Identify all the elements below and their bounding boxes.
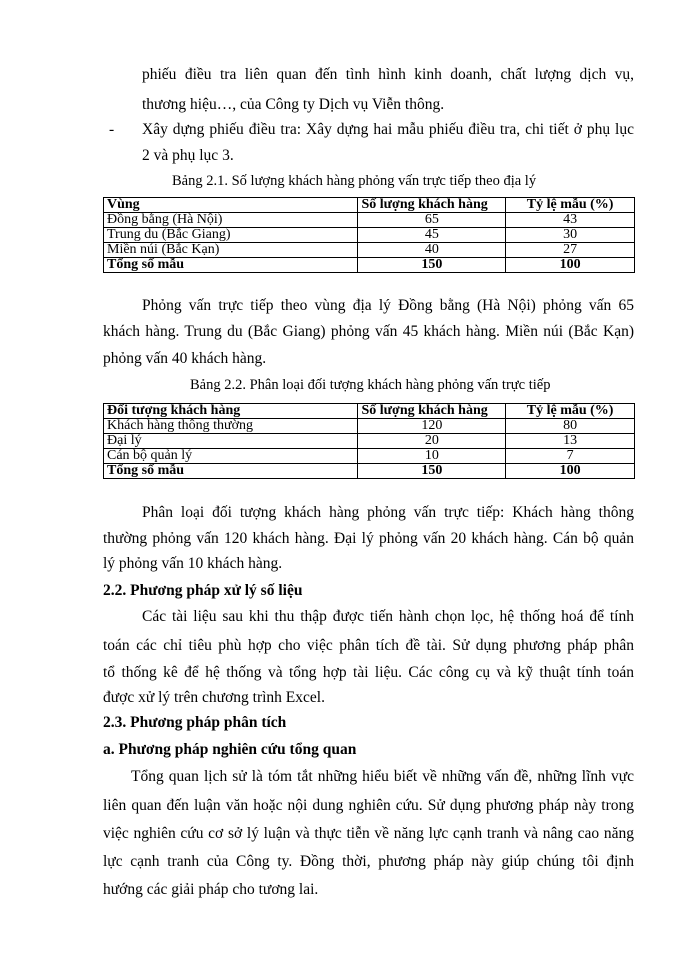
table2-header-cell: Đối tượng khách hàng bbox=[104, 404, 358, 419]
table2-header-row bbox=[104, 404, 635, 419]
section-2-3-heading: 2.3. Phương pháp phân tích bbox=[103, 714, 287, 731]
table-cell: 27 bbox=[506, 243, 635, 258]
table-cell: 150 bbox=[358, 464, 506, 479]
table1 bbox=[103, 197, 635, 273]
table1-header-cell: Vùng bbox=[104, 198, 358, 213]
table-cell: 20 bbox=[358, 434, 506, 449]
table-cell: Đồng bằng (Hà Nội) bbox=[104, 213, 358, 228]
table-cell: 100 bbox=[506, 464, 635, 479]
table-cell: 30 bbox=[506, 228, 635, 243]
bullet-line-1: Xây dựng phiếu điều tra: Xây dựng hai mẫu phiếu điều tra, chi tiết ở phụ lục bbox=[142, 121, 634, 138]
table1-total-row bbox=[104, 258, 635, 273]
intro-line-2: thương hiệu…, của Công ty Dịch vụ Viễn thông. bbox=[142, 96, 445, 113]
para2-line-1: Phân loại đối tượng khách hàng phỏng vấn trực tiếp: Khách hàng thông bbox=[142, 504, 634, 521]
table-cell: Tổng số mẫu bbox=[104, 258, 358, 273]
table-cell: 150 bbox=[358, 258, 506, 273]
table-row bbox=[104, 243, 635, 258]
table-cell: 13 bbox=[506, 434, 635, 449]
table1-header-cell: Số lượng khách hàng bbox=[358, 198, 506, 213]
section-2-2-line-4: được xử lý trên chương trình Excel. bbox=[103, 689, 325, 706]
table-cell: Cán bộ quản lý bbox=[104, 449, 358, 464]
section-2-3-line-1: Tổng quan lịch sử là tóm tắt những hiểu biết về những vấn đề, những lĩnh vực bbox=[131, 768, 634, 785]
table-cell: 7 bbox=[506, 449, 635, 464]
table2-header-cell: Số lượng khách hàng bbox=[358, 404, 506, 419]
para2-line-2: thường phỏng vấn 120 khách hàng. Đại lý phỏng vấn 20 khách hàng. Cán bộ quản bbox=[103, 530, 634, 547]
bullet-line-2: 2 và phụ lục 3. bbox=[142, 147, 234, 164]
table2-header-cell: Tỷ lệ mẫu (%) bbox=[506, 404, 635, 419]
para1-line-1: Phỏng vấn trực tiếp theo vùng địa lý Đồng bằng (Hà Nội) phỏng vấn 65 bbox=[142, 297, 634, 314]
table-row bbox=[104, 449, 635, 464]
table-row bbox=[104, 419, 635, 434]
intro-line-1: phiếu điều tra liên quan đến tình hình kinh doanh, chất lượng dịch vụ, bbox=[142, 66, 634, 83]
table-cell: 80 bbox=[506, 419, 635, 434]
table1-caption: Bảng 2.1. Số lượng khách hàng phỏng vấn trực tiếp theo địa lý bbox=[172, 173, 537, 189]
section-2-3-subheading: a. Phương pháp nghiên cứu tổng quan bbox=[103, 741, 357, 758]
table1-header-cell: Tỷ lệ mẫu (%) bbox=[506, 198, 635, 213]
table2-caption: Bảng 2.2. Phân loại đối tượng khách hàng phỏng vấn trực tiếp bbox=[190, 377, 551, 393]
bullet-marker: - bbox=[109, 121, 115, 138]
section-2-3-line-4: lực cạnh tranh của Công ty. Đồng thời, phương pháp này giúp chúng tôi định bbox=[103, 853, 634, 870]
table-cell: 10 bbox=[358, 449, 506, 464]
section-2-3-line-2: liên quan đến luận văn hoặc nội dung nghiên cứu. Sử dụng phương pháp này trong bbox=[103, 797, 634, 814]
table-cell: 65 bbox=[358, 213, 506, 228]
para1-line-3: phỏng vấn 40 khách hàng. bbox=[103, 350, 267, 367]
table1-header-row bbox=[104, 198, 635, 213]
table-cell: 120 bbox=[358, 419, 506, 434]
section-2-2-heading: 2.2. Phương pháp xử lý số liệu bbox=[103, 582, 303, 599]
table-row bbox=[104, 228, 635, 243]
table-cell: 40 bbox=[358, 243, 506, 258]
table2-total-row bbox=[104, 464, 635, 479]
para2-line-3: lý phỏng vấn 10 khách hàng. bbox=[103, 555, 283, 572]
section-2-3-line-3: việc nghiên cứu cơ sở lý luận và thực tiễn về năng lực cạnh tranh và nâng cao năng bbox=[103, 825, 634, 842]
table-cell: 45 bbox=[358, 228, 506, 243]
table-cell: 43 bbox=[506, 213, 635, 228]
section-2-2-line-2: toán các chỉ tiêu phù hợp cho việc phân tích đề tài. Sử dụng phương pháp phân bbox=[103, 637, 634, 654]
section-2-3-line-5: hướng các giải pháp cho tương lai. bbox=[103, 881, 319, 898]
section-2-2-line-1: Các tài liệu sau khi thu thập được tiến hành chọn lọc, hệ thống hoá để tính bbox=[142, 608, 634, 625]
para1-line-2: khách hàng. Trung du (Bắc Giang) phỏng vấn 45 khách hàng. Miền núi (Bắc Kạn) bbox=[103, 323, 634, 340]
table-cell: Khách hàng thông thường bbox=[104, 419, 358, 434]
table-cell: Đại lý bbox=[104, 434, 358, 449]
section-2-2-line-3: tổ thống kê để hệ thống và tổng hợp tài liệu. Các công cụ và kỹ thuật tính toán bbox=[103, 664, 634, 681]
table-cell: Trung du (Bắc Giang) bbox=[104, 228, 358, 243]
table-row bbox=[104, 213, 635, 228]
table-row bbox=[104, 434, 635, 449]
table-cell: Miền núi (Bắc Kạn) bbox=[104, 243, 358, 258]
table2 bbox=[103, 403, 635, 479]
table-cell: 100 bbox=[506, 258, 635, 273]
table-cell: Tổng số mẫu bbox=[104, 464, 358, 479]
